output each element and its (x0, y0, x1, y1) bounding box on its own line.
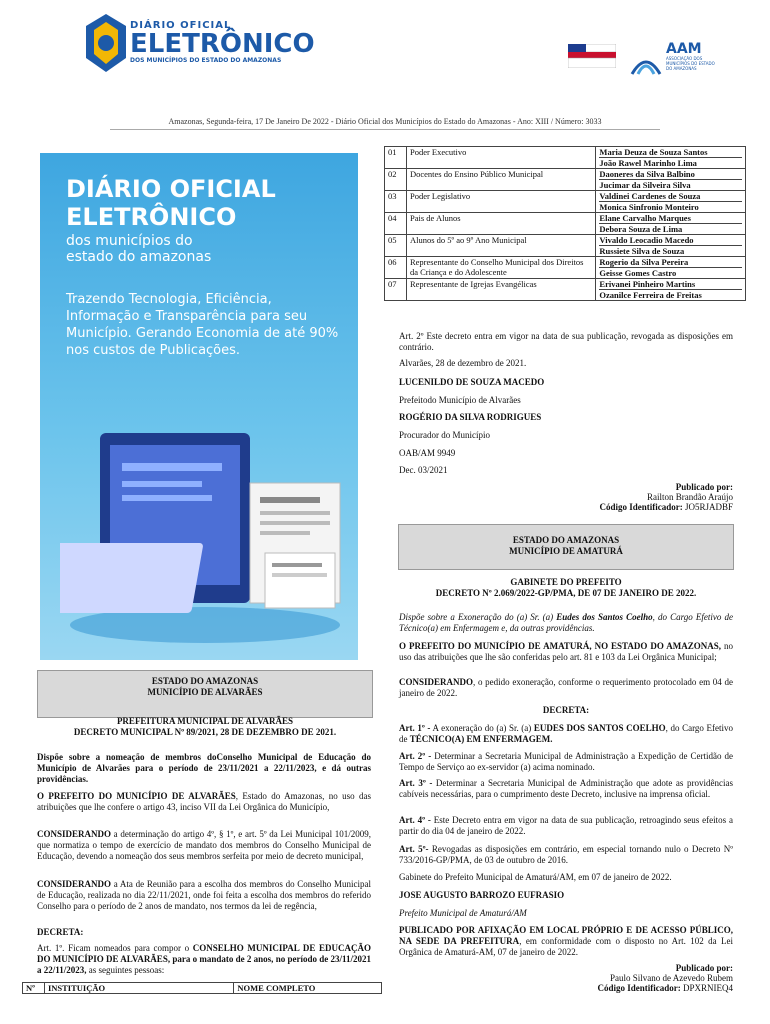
alvaraes-decreta: DECRETA: (37, 927, 84, 937)
amatura-header-box (398, 524, 734, 570)
p3-b: CONSIDERANDO (37, 879, 112, 889)
row-num: 06 (385, 257, 407, 279)
amatura-muni: MUNICÍPIO DE AMATURÁ (509, 546, 623, 556)
p1: , Estado do Amazonas, no uso das atribuições que lhe confere o artigo 43, inciso VII da Lei Orgânica do Município, (37, 791, 372, 812)
p3: a Ata de Reunião para a escolha dos membros do Conselho Municipal de Educação, realizada no dia 22/11/2021, onde foi feita a escolha dos membros do referido Conselho para o período de 2 anos de mandato, nos termos da lei de regência, (37, 879, 371, 911)
alvaraes-pub-name: Railton Brandão Araújo (647, 492, 733, 502)
member-name: Debora Souza de Lima (599, 223, 742, 234)
p1: no uso das atribuições que lhe são conferidas pelo art. 81 e 103 da Lei Orgânica Municipal; (399, 641, 733, 662)
table-row (385, 213, 746, 235)
banner-sub1: dos municípios do (66, 233, 193, 249)
code-label: Código Identificador: (599, 502, 683, 512)
issue-line: Amazonas, Segunda-feira, 17 De Janeiro De 2022 - Diário Oficial dos Municípios do Estado do Amazonas - Ano: XIII / Número: 3033 (168, 117, 602, 126)
row-inst: Representante de Igrejas Evangélicas (406, 279, 595, 301)
p2: a determinação do artigo 4º, § 1º, e art. 5º da Lei Municipal 101/2009, que normatiza o tempo de exercício de mandato dos membros do Conselho Municipal de Educação, devendo a nomeação dos seus membros serfeita por meio de decreto municipal, (37, 829, 371, 861)
banner-sub2: estado do amazonas (66, 249, 212, 265)
amatura-art1 (399, 723, 733, 745)
a2-b: Art. 2º - (399, 751, 432, 761)
amatura-decree: DECRETO Nº 2.069/2022-GP/PMA, DE 07 DE JANEIRO DE 2022. (435, 588, 697, 598)
amatura-closing: Gabinete do Prefeito Municipal de Amaturá/AM, em 07 de janeiro de 2022. (399, 872, 672, 882)
row-inst: Pais de Alunos (406, 213, 595, 235)
amatura-state: ESTADO DO AMAZONAS (512, 535, 620, 545)
alvaraes-code-line (500, 502, 733, 513)
amatura-pub-name: Paulo Silvano de Azevedo Rubem (610, 973, 733, 983)
member-name: Daoneres da Silva Balbino (599, 169, 695, 179)
alvaraes-place-date: Alvarães, 28 de dezembro de 2021. (399, 358, 527, 368)
alvaraes-ementa: Dispõe sobre a nomeação de membros doConselho Municipal de Educação do Município de Alvarães para o período de 23/11/2021 a 22/11/2023, e dá outras providências. (37, 752, 371, 784)
table-row (385, 257, 746, 279)
a2: Determinar a Secretaria Municipal de Administração a Expedição de Certidão de Tempo de Serviço ao ex-servidor (a) acima nominado. (399, 751, 733, 772)
amatura-art5 (399, 844, 733, 866)
amatura-art4 (399, 815, 733, 837)
amatura-art2 (399, 751, 733, 773)
alvaraes-sig2-role: Procurador do Município (399, 430, 490, 440)
p2-b: CONSIDERANDO (399, 677, 474, 687)
member-name: Rogerio da Silva Pereira (599, 257, 689, 267)
table-row (385, 147, 746, 169)
amatura-pub (399, 925, 733, 958)
alvaraes-sig1-role: Prefeitodo Município de Alvarães (399, 395, 521, 405)
amatura-sig-role: Prefeito Municipal de Amaturá/AM (399, 908, 527, 918)
alvaraes-decree: DECRETO MUNICIPAL Nº 89/2021, 28 DE DEZEMBRO DE 2021. (73, 727, 337, 737)
a1: A exoneração do (a) Sr. (a) (430, 723, 534, 733)
alvaraes-p2 (37, 829, 371, 862)
aam-sub: ASSOCIAÇÃO DOS MUNICÍPIOS DO ESTADO DO AMAZONAS (666, 56, 715, 71)
alvaraes-p1 (37, 791, 371, 813)
alvaraes-muni: MUNICÍPIO DE ALVARÃES (147, 687, 263, 697)
row-num: 07 (385, 279, 407, 301)
amatura-decreta: DECRETA: (542, 705, 590, 715)
banner-body: Trazendo Tecnologia, Eficiência, Informação e Transparência para seu Município. Gerando Economia de até 90% nos custos de Publicações. (66, 292, 339, 358)
code-value: DPXRNIEQ4 (682, 983, 733, 993)
logo-line1: DIÁRIO OFICIAL (130, 20, 232, 31)
logo-line2: ELETRÔNICO (130, 29, 315, 59)
a1-b3: TÉCNICO(A) EM ENFERMAGEM. (409, 734, 553, 744)
ementa-c: , do Cargo Efetivo de Técnico(a) em Enfermagem e, da outras providências. (399, 612, 733, 633)
ementa-a: Dispõe sobre a Exoneração do (a) Sr. (a) (399, 612, 557, 622)
row-names (596, 235, 746, 257)
p2: , o pedido exoneração, conforme o requerimento protocolado em 04 de janeiro de 2022. (399, 677, 733, 698)
row-num: 03 (385, 191, 407, 213)
row-inst: Poder Executivo (406, 147, 595, 169)
council-table-head (22, 982, 382, 994)
member-name: Ozanilce Ferreira de Freitas (599, 289, 742, 300)
a4-b: Art. 4º - (399, 815, 431, 825)
alvaraes-sig2-name: ROGÉRIO DA SILVA RODRIGUES (399, 412, 542, 422)
alvaraes-pref: PREFEITURA MUNICIPAL DE ALVARÃES (116, 716, 294, 726)
member-name: Erivanei Pinheiro Martins (599, 279, 696, 289)
amatura-code-line (500, 983, 733, 994)
row-num: 04 (385, 213, 407, 235)
amatura-gab: GABINETE DO PREFEITO (510, 577, 622, 587)
alvaraes-pub-label: Publicado por: (675, 482, 733, 492)
art1-d: as seguintes pessoas: (88, 965, 165, 975)
member-name: Elane Carvalho Marques (599, 213, 691, 223)
row-names (596, 169, 746, 191)
table-row (385, 169, 746, 191)
a5-b: Art. 5º- (399, 844, 429, 854)
member-name: Jucimar da Silveira Silva (599, 179, 742, 190)
a4: Este Decreto entra em vigor na data de sua publicação, retroagindo seus efeitos a partir do dia 04 de janeiro de 2022. (399, 815, 733, 836)
art1-b: CONSELHO MUNICIPAL DE EDUCAÇÃO DO MUNICÍPIO DE ALVARÃES (37, 943, 371, 964)
alvaraes-art1 (37, 943, 371, 976)
alvaraes-sig1-name: LUCENILDO DE SOUZA MACEDO (399, 377, 545, 387)
logo-line3: DOS MUNICÍPIOS DO ESTADO DO AMAZONAS (130, 57, 282, 64)
council-table (384, 146, 746, 301)
table-row (385, 279, 746, 301)
art1-a: Art. 1º. Ficam nomeados para compor o (37, 943, 193, 953)
alvaraes-oab: OAB/AM 9949 (399, 448, 456, 458)
devices-illustration-icon (60, 393, 350, 653)
member-name: Valdinei Cardenes de Souza (599, 191, 701, 201)
alvaraes-art2: Art. 2º Este decreto entra em vigor na data de sua publicação, revogada as disposições em contrário. (399, 331, 733, 352)
row-names (596, 147, 746, 169)
alvaraes-state: ESTADO DO AMAZONAS (151, 676, 259, 686)
row-num: 05 (385, 235, 407, 257)
row-names (596, 191, 746, 213)
row-num: 02 (385, 169, 407, 191)
row-inst: Representante do Conselho Municipal dos Direitos da Criança e do Adolescente (406, 257, 595, 279)
amatura-art3 (399, 778, 733, 800)
member-name: Geisse Gomes Castro (599, 267, 742, 278)
code-label: Código Identificador: (597, 983, 681, 993)
amatura-pub-label: Publicado por: (675, 963, 733, 973)
amatura-ementa (399, 612, 733, 634)
diario-logo-icon (82, 12, 130, 74)
row-inst: Docentes do Ensino Público Municipal (406, 169, 595, 191)
p1-b: O PREFEITO DO MUNICÍPIO DE AMATURÁ, NO ESTADO DO AMAZONAS, (399, 641, 722, 651)
row-num: 01 (385, 147, 407, 169)
member-name: Russiete Silva de Souza (599, 245, 742, 256)
banner-title2: ELETRÔNICO (66, 203, 237, 231)
row-inst: Poder Legislativo (406, 191, 595, 213)
diario-logo (130, 20, 315, 64)
pub: , em conformidade com o disposto no Art. 102 da Lei Orgânica de Amaturá-AM, 07 de janeiro de 2022. (399, 936, 733, 957)
promo-banner (40, 153, 358, 660)
pub-b: PUBLICADO POR AFIXAÇÃO EM LOCAL PRÓPRIO E DE ACESSO PÚBLICO, NA SEDE DA PREFEITURA (399, 925, 733, 946)
row-names (596, 257, 746, 279)
th-name: NOME COMPLETO (234, 983, 382, 994)
amatura-p1 (399, 641, 733, 663)
alvaraes-header-box (37, 670, 373, 718)
a5: Revogadas as disposições em contrário, em especial tornando nulo o Decreto Nº 733/2016-GP/PMA, de 03 de outubro de 2016. (399, 844, 733, 865)
aam-logo-icon (628, 48, 664, 78)
amazonas-flag-icon (568, 44, 616, 68)
a3-b: Art. 3º - (399, 778, 433, 788)
row-inst: Alunos do 5º ao 9º Ano Municipal (406, 235, 595, 257)
row-names (596, 213, 746, 235)
a1-c: , do Cargo Efetivo de (399, 723, 734, 744)
a1-b2: EUDES DOS SANTOS COELHO (533, 723, 666, 733)
table-row (385, 191, 746, 213)
amatura-p2 (399, 677, 733, 699)
a1-b: Art. 1º - (399, 723, 431, 733)
member-name: João Rawel Marinho Lima (599, 157, 742, 168)
p2-b: CONSIDERANDO (37, 829, 112, 839)
member-name: Maria Deuza de Souza Santos (599, 147, 708, 157)
table-row (385, 235, 746, 257)
alvaraes-dec: Dec. 03/2021 (399, 465, 448, 475)
code-value: JO5RJADBF (684, 502, 733, 512)
row-names (596, 279, 746, 301)
a3: Determinar a Secretaria Municipal de Administração que adote as providências cabíveis necessárias, para o cumprimento deste Decreto, inclusive na imprensa oficial. (399, 778, 733, 799)
header-rule (110, 129, 660, 130)
aam-label: AAM (666, 41, 702, 57)
banner-title1: DIÁRIO OFICIAL (66, 175, 276, 203)
amatura-sig-name: JOSE AUGUSTO BARROZO EUFRASIO (399, 890, 565, 900)
member-name: Monica Sinfronio Monteiro (599, 201, 742, 212)
th-inst: INSTITUIÇÃO (44, 983, 233, 994)
page-header (0, 0, 770, 95)
ementa-b: Eudes dos Santos Coelho (556, 612, 653, 622)
alvaraes-p3 (37, 879, 371, 912)
member-name: Vivaldo Leocadio Macedo (599, 235, 694, 245)
aam-logo-text (666, 42, 716, 71)
art1-c: , para o mandato de 2 anos, no período de 23/11/2021 a 22/11/2023, (37, 954, 371, 975)
th-num: Nº (23, 983, 45, 994)
p1-b: O PREFEITO DO MUNICÍPIO DE ALVARÃES (37, 791, 236, 801)
